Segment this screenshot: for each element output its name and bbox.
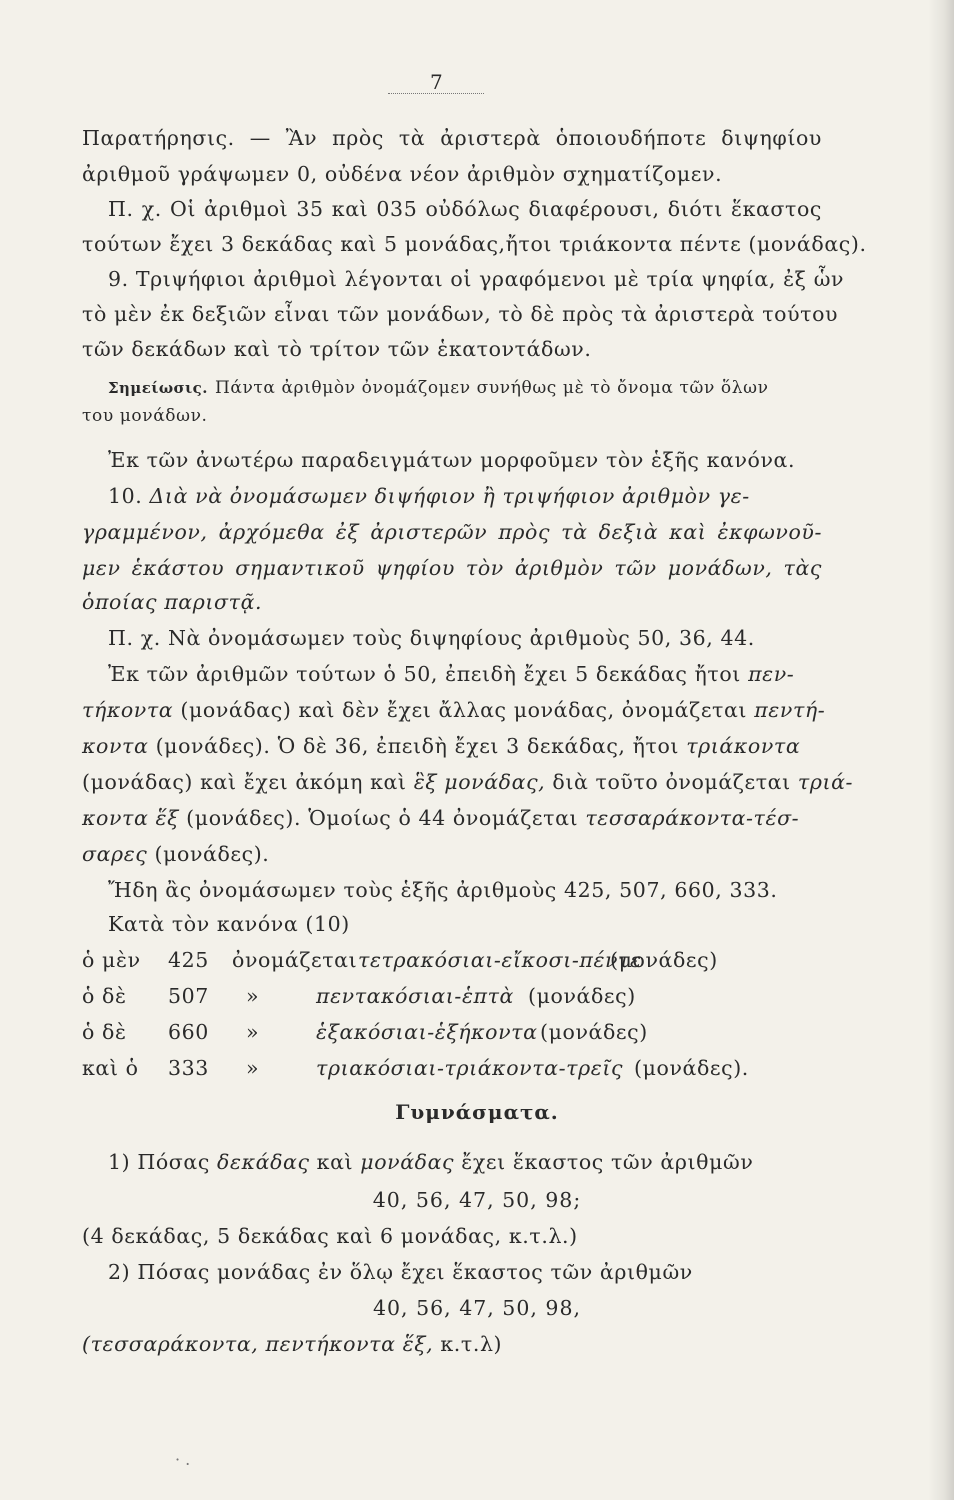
text-line-3: Π. χ. Οἱ ἀριθμοὶ 35 καὶ 035 οὐδόλως διαφέρουσι, διότι ἕκαστος bbox=[108, 197, 822, 221]
text-line-18-b: (μονάδες). Ὁ δὲ 36, ἐπειδὴ ἔχει 3 δεκάδας, ἤτοι bbox=[155, 734, 680, 758]
note-label: Σημείωσις. bbox=[108, 379, 208, 397]
table-row-1-prefix: ὁ μὲν bbox=[82, 948, 141, 972]
exercise-2-answer-b: κ.τ.λ) bbox=[440, 1332, 503, 1356]
text-line-18-c: τριάκοντα bbox=[686, 734, 801, 758]
exercise-1-c: καὶ bbox=[316, 1150, 354, 1174]
text-line-22: Ἤδη ἂς ὀνομάσωμεν τοὺς ἑξῆς ἀριθμοὺς 425, 507, 660, 333. bbox=[108, 878, 778, 902]
text-line-17-b: (μονάδας) καὶ δὲν ἔχει ἄλλας μονάδας, ὀνομάζεται bbox=[180, 698, 748, 722]
exercise-1-d: μονάδας bbox=[360, 1150, 455, 1174]
exercise-1-b: δεκάδας bbox=[217, 1150, 310, 1174]
exercise-1-a: Πόσας bbox=[137, 1150, 210, 1174]
page-number: 7 bbox=[430, 70, 443, 94]
rule-line-3: μεν ἑκάστου σημαντικοῦ ψηφίου τὸν ἀριθμὸν τῶν μονάδων, τὰς bbox=[82, 556, 822, 580]
text-line-6: τὸ μὲν ἐκ δεξιῶν εἶναι τῶν μονάδων, τὸ δὲ πρὸς τὰ ἀριστερὰ τούτου bbox=[82, 302, 839, 326]
text-line-19 bbox=[82, 768, 854, 796]
table-row-1-number: 425 bbox=[168, 948, 209, 972]
text-line-20-a: κοντα ἕξ bbox=[82, 806, 180, 830]
text-line-1: Παρατήρησις. — Ἂν πρὸς τὰ ἀριστερὰ ὁποιουδήποτε διψηφίου bbox=[82, 126, 822, 150]
rule-line-2: γραμμένον, ἀρχόμεθα ἐξ ἀριστερῶν πρὸς τὰ δεξιὰ καὶ ἐκφωνοῦ- bbox=[82, 520, 822, 544]
table-row-2-number: 507 bbox=[168, 984, 209, 1008]
table-row-2-verb: » bbox=[246, 984, 260, 1008]
ink-speck: · . bbox=[175, 1450, 191, 1469]
text-line-20-c: τεσσαράκοντα-τέσ- bbox=[585, 806, 800, 830]
text-line-21 bbox=[82, 840, 822, 868]
note-line-2: του μονάδων. bbox=[82, 406, 208, 426]
page-number-rule bbox=[388, 93, 484, 94]
text-line-18 bbox=[82, 732, 822, 760]
table-row-4-number: 333 bbox=[168, 1056, 209, 1080]
exercise-1-number: 1) bbox=[108, 1150, 131, 1174]
exercise-2-numbers: 40, 56, 47, 50, 98, bbox=[372, 1296, 582, 1320]
table-row-1-name: τετρακόσιαι-εἴκοσι-πέντε bbox=[358, 948, 642, 972]
text-line-10: Ἐκ τῶν ἀνωτέρω παραδειγμάτων μορφοῦμεν τὸν ἑξῆς κανόνα. bbox=[108, 448, 796, 472]
exercise-1 bbox=[108, 1148, 822, 1176]
table-row-4-prefix: καὶ ὁ bbox=[82, 1056, 139, 1080]
text-line-17 bbox=[82, 696, 826, 724]
rule-text-1: Διὰ νὰ ὀνομάσωμεν διψήφιον ἢ τριψήφιον ἀριθμὸν γε- bbox=[149, 484, 750, 508]
text-line-19-c: διὰ τοῦτο ὀνομάζεται bbox=[552, 770, 791, 794]
exercise-2: 2) Πόσας μονάδας ἐν ὅλῳ ἔχει ἕκαστος τῶν ἀριθμῶν bbox=[108, 1260, 693, 1284]
exercise-2-answer-a: (τεσσαράκοντα, πεντήκοντα ἕξ, bbox=[82, 1332, 434, 1356]
text-line-15: Π. χ. Νὰ ὀνομάσωμεν τοὺς διψηφίους ἀριθμοὺς 50, 36, 44. bbox=[108, 626, 755, 650]
text-line-16 bbox=[108, 660, 822, 688]
table-row-4-verb: » bbox=[246, 1056, 260, 1080]
table-row-2-prefix: ὁ δὲ bbox=[82, 984, 127, 1008]
table-row-2-name: πεντακόσιαι-ἑπτὰ bbox=[316, 984, 515, 1008]
table-row-4-unit: (μονάδες). bbox=[634, 1056, 749, 1080]
text-line-7: τῶν δεκάδων καὶ τὸ τρίτον τῶν ἑκατοντάδων. bbox=[82, 337, 592, 361]
table-row-2-unit: (μονάδες) bbox=[528, 984, 636, 1008]
table-row-3-unit: (μονάδες) bbox=[540, 1020, 648, 1044]
note-line bbox=[108, 372, 822, 402]
table-row-1-verb: ὀνομάζεται bbox=[232, 948, 358, 972]
table-row-3-number: 660 bbox=[168, 1020, 209, 1044]
text-line-16-a: Ἐκ τῶν ἀριθμῶν τούτων ὁ 50, ἐπειδὴ ἔχει 5 δεκάδας ἤτοι bbox=[108, 662, 741, 686]
exercise-1-e: ἔχει ἕκαστος τῶν ἀριθμῶν bbox=[461, 1150, 754, 1174]
text-line-5: 9. Τριψήφιοι ἀριθμοὶ λέγονται οἱ γραφόμενοι μὲ τρία ψηφία, ἐξ ὧν bbox=[108, 267, 845, 291]
rule-line-1 bbox=[108, 482, 822, 510]
text-line-21-b: (μονάδες). bbox=[154, 842, 270, 866]
text-line-2: ἀριθμοῦ γράψωμεν 0, οὐδένα νέον ἀριθμὸν σχηματίζομεν. bbox=[82, 162, 723, 186]
table-row-3-prefix: ὁ δὲ bbox=[82, 1020, 127, 1044]
text-line-17-c: πεντή- bbox=[754, 698, 826, 722]
note-text: Πάντα ἀριθμὸν ὀνομάζομεν συνήθως μὲ τὸ ὄνομα τῶν ὅλων bbox=[214, 378, 769, 398]
rule-number: 10. bbox=[108, 484, 143, 508]
text-line-23: Κατὰ τὸν κανόνα (10) bbox=[108, 912, 350, 936]
page-edge-shadow bbox=[928, 0, 954, 1500]
text-line-19-d: τριά- bbox=[797, 770, 854, 794]
exercise-1-numbers: 40, 56, 47, 50, 98; bbox=[372, 1188, 582, 1212]
text-line-20-b: (μονάδες). Ὁμοίως ὁ 44 ὀνομάζεται bbox=[186, 806, 579, 830]
text-line-16-b: πεν- bbox=[748, 662, 795, 686]
table-row-3-verb: » bbox=[246, 1020, 260, 1044]
text-line-19-b: ἓξ μονάδας, bbox=[413, 770, 546, 794]
exercises-heading: Γυμνάσματα. bbox=[395, 1100, 559, 1124]
text-line-19-a: (μονάδας) καὶ ἔχει ἀκόμη καὶ bbox=[82, 770, 407, 794]
exercise-1-answer: (4 δεκάδας, 5 δεκάδας καὶ 6 μονάδας, κ.τ.λ.) bbox=[82, 1224, 578, 1248]
text-line-18-a: κοντα bbox=[82, 734, 149, 758]
table-row-4-name: τριακόσιαι-τριάκοντα-τρεῖς bbox=[316, 1056, 624, 1080]
text-line-20 bbox=[82, 804, 822, 832]
text-line-21-a: σαρες bbox=[82, 842, 148, 866]
rule-line-4: ὁποίας παριστᾷ. bbox=[82, 590, 263, 614]
exercise-2-answer bbox=[82, 1330, 822, 1358]
text-line-17-a: τήκοντα bbox=[82, 698, 174, 722]
table-row-3-name: ἑξακόσιαι-ἑξήκοντα bbox=[316, 1020, 538, 1044]
text-line-4: τούτων ἔχει 3 δεκάδας καὶ 5 μονάδας,ἤτοι τριάκοντα πέντε (μονάδας). bbox=[82, 232, 867, 256]
table-row-1-unit: (μονάδες) bbox=[610, 948, 718, 972]
